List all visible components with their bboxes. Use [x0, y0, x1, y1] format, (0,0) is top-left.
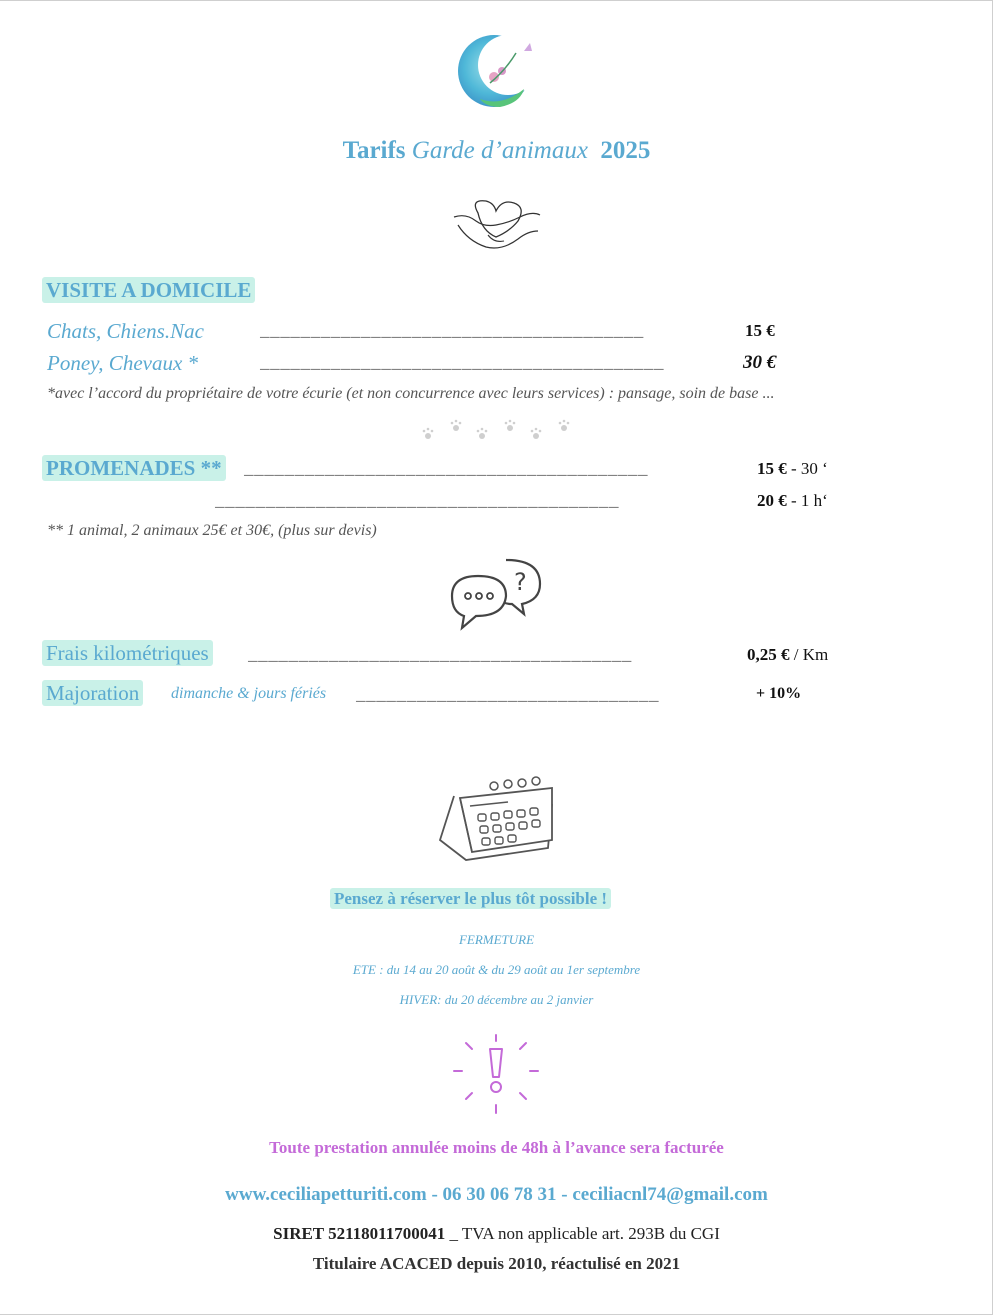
dotted-leader: ______________________________________	[260, 323, 644, 341]
cancellation-warning: Toute prestation annulée moins de 48h à l’avance sera facturée	[269, 1138, 724, 1157]
dotted-leader: ______________________________________	[248, 647, 632, 665]
dotted-leader: ________________________________________	[244, 461, 649, 479]
dotted-leader: ________________________________________	[260, 355, 665, 373]
calendar-icon	[436, 776, 558, 866]
contact-line: www.ceciliapetturiti.com - 06 30 06 78 31 - ceciliacnl74@gmail.com	[225, 1184, 768, 1205]
exclamation-icon	[450, 1031, 542, 1117]
promenade-price-30: 15 € - 30 ‘	[757, 459, 828, 478]
majoration-value: + 10%	[756, 685, 802, 702]
visite-row-price: 15 €	[745, 321, 775, 340]
promenades-note: ** 1 animal, 2 animaux 25€ et 30€, (plus sur devis)	[47, 522, 377, 539]
frais-label: Frais kilométriques	[42, 641, 213, 666]
fermeture-ete: ETE : du 14 au 20 août & du 29 août au 1er septembre	[352, 962, 641, 977]
majoration-label: Majoration	[42, 681, 143, 706]
majoration-detail: dimanche & jours fériés	[171, 685, 327, 702]
promenade-price-60: 20 € - 1 h‘	[757, 491, 828, 510]
fermeture-hiver: HIVER: du 20 décembre au 2 janvier	[399, 992, 594, 1007]
dotted-leader: ________________________________________	[215, 493, 620, 511]
heart-hands-icon	[448, 191, 544, 257]
moon-flower-logo	[450, 31, 542, 111]
fermeture-title: FERMETURE	[458, 932, 535, 947]
visite-row-label: Chats, Chiens.Nac	[47, 319, 204, 343]
frais-price: 0,25 € / Km	[747, 645, 829, 664]
section-heading-promenades: PROMENADES **	[42, 456, 226, 481]
speech-bubbles-icon	[448, 556, 544, 632]
visite-note: *avec l’accord du propriétaire de votre écurie (et non concurrence avec leurs services) : pansage, soin de base ...	[47, 385, 775, 402]
section-heading-visite: VISITE A DOMICILE	[42, 278, 255, 303]
siret-line: SIRET 52118011700041 _ TVA non applicable art. 293B du CGI	[273, 1224, 720, 1243]
visite-row-label: Poney, Chevaux *	[47, 351, 199, 375]
acaced-line: Titulaire ACACED depuis 2010, réactulisé en 2021	[312, 1254, 681, 1273]
booking-reminder: Pensez à réserver le plus tôt possible !	[330, 889, 611, 909]
paw-prints-icon	[420, 416, 572, 446]
svg-text:?: ?	[514, 568, 527, 596]
page-title: Tarifs Garde d’animaux 2025	[342, 137, 651, 164]
visite-row-price: 30 €	[743, 352, 777, 373]
dotted-leader: ______________________________	[356, 687, 660, 705]
